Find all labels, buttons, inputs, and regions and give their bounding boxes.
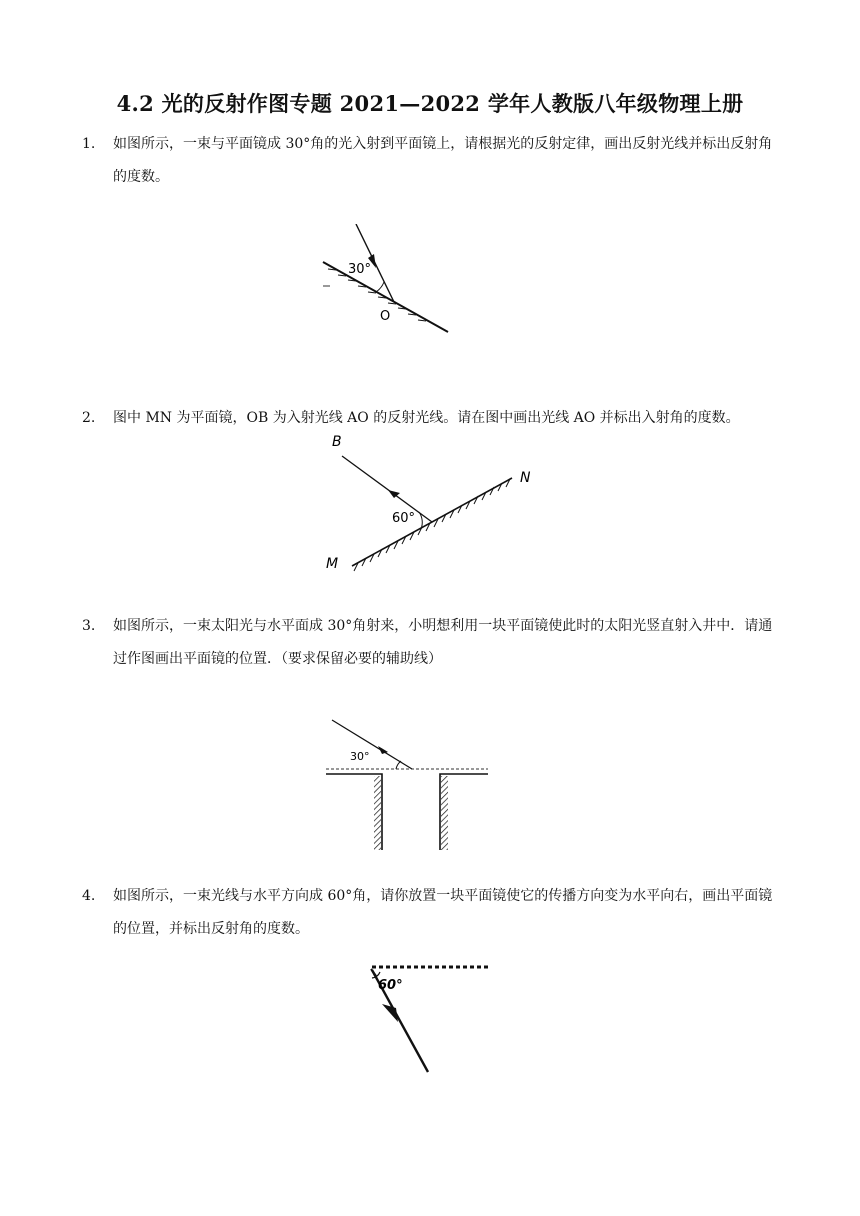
angle-arc	[396, 761, 401, 769]
question-1	[82, 128, 782, 194]
label-b: B	[332, 434, 342, 450]
question-text: 如图所示，一束光线与水平方向成 60°角，请你放置一块平面镜使它的传播方向变为水平向右，画出平面镜的位置，并标出反射角的度数。	[113, 888, 773, 937]
angle-label: 30°	[350, 750, 370, 763]
figure-4-light-diagram	[362, 960, 494, 1080]
figure-2-mirror-diagram	[322, 430, 542, 576]
angle-label: 30°	[348, 262, 372, 277]
label-n: N	[520, 470, 531, 486]
point-label: O	[380, 309, 391, 324]
angle-label: 60°	[378, 978, 403, 993]
question-number: 4.	[82, 888, 96, 904]
question-3	[82, 610, 782, 676]
question-number: 2.	[82, 410, 96, 426]
question-number: 3.	[82, 618, 96, 634]
figure-1-mirror-diagram	[318, 224, 458, 340]
angle-arc	[376, 282, 384, 292]
question-text: 图中 MN 为平面镜，OB 为入射光线 AO 的反射光线。请在图中画出光线 AO 并标出入射角的度数。	[113, 410, 740, 426]
page-title: 4.2 光的反射作图专题 2021—2022 学年人教版八年级物理上册	[116, 91, 744, 116]
reflected-ray-ob	[342, 456, 432, 522]
well-left-wall	[326, 774, 382, 850]
angle-label: 60°	[392, 511, 416, 526]
figure-3-well-diagram	[322, 714, 492, 850]
question-number: 1.	[82, 136, 96, 152]
question-text: 如图所示，一束与平面镜成 30°角的光入射到平面镜上，请根据光的反射定律，画出反射光线并标出反射角的度数。	[113, 136, 773, 185]
label-m: M	[326, 556, 339, 572]
question-4	[82, 880, 782, 946]
arrow-icon	[382, 1004, 398, 1022]
question-text: 如图所示，一束太阳光与水平面成 30°角射来，小明想利用一块平面镜使此时的太阳光竖直射入井中．请通过作图画出平面镜的位置．（要求保留必要的辅助线）	[113, 618, 773, 667]
mirror-hatching	[328, 269, 426, 321]
